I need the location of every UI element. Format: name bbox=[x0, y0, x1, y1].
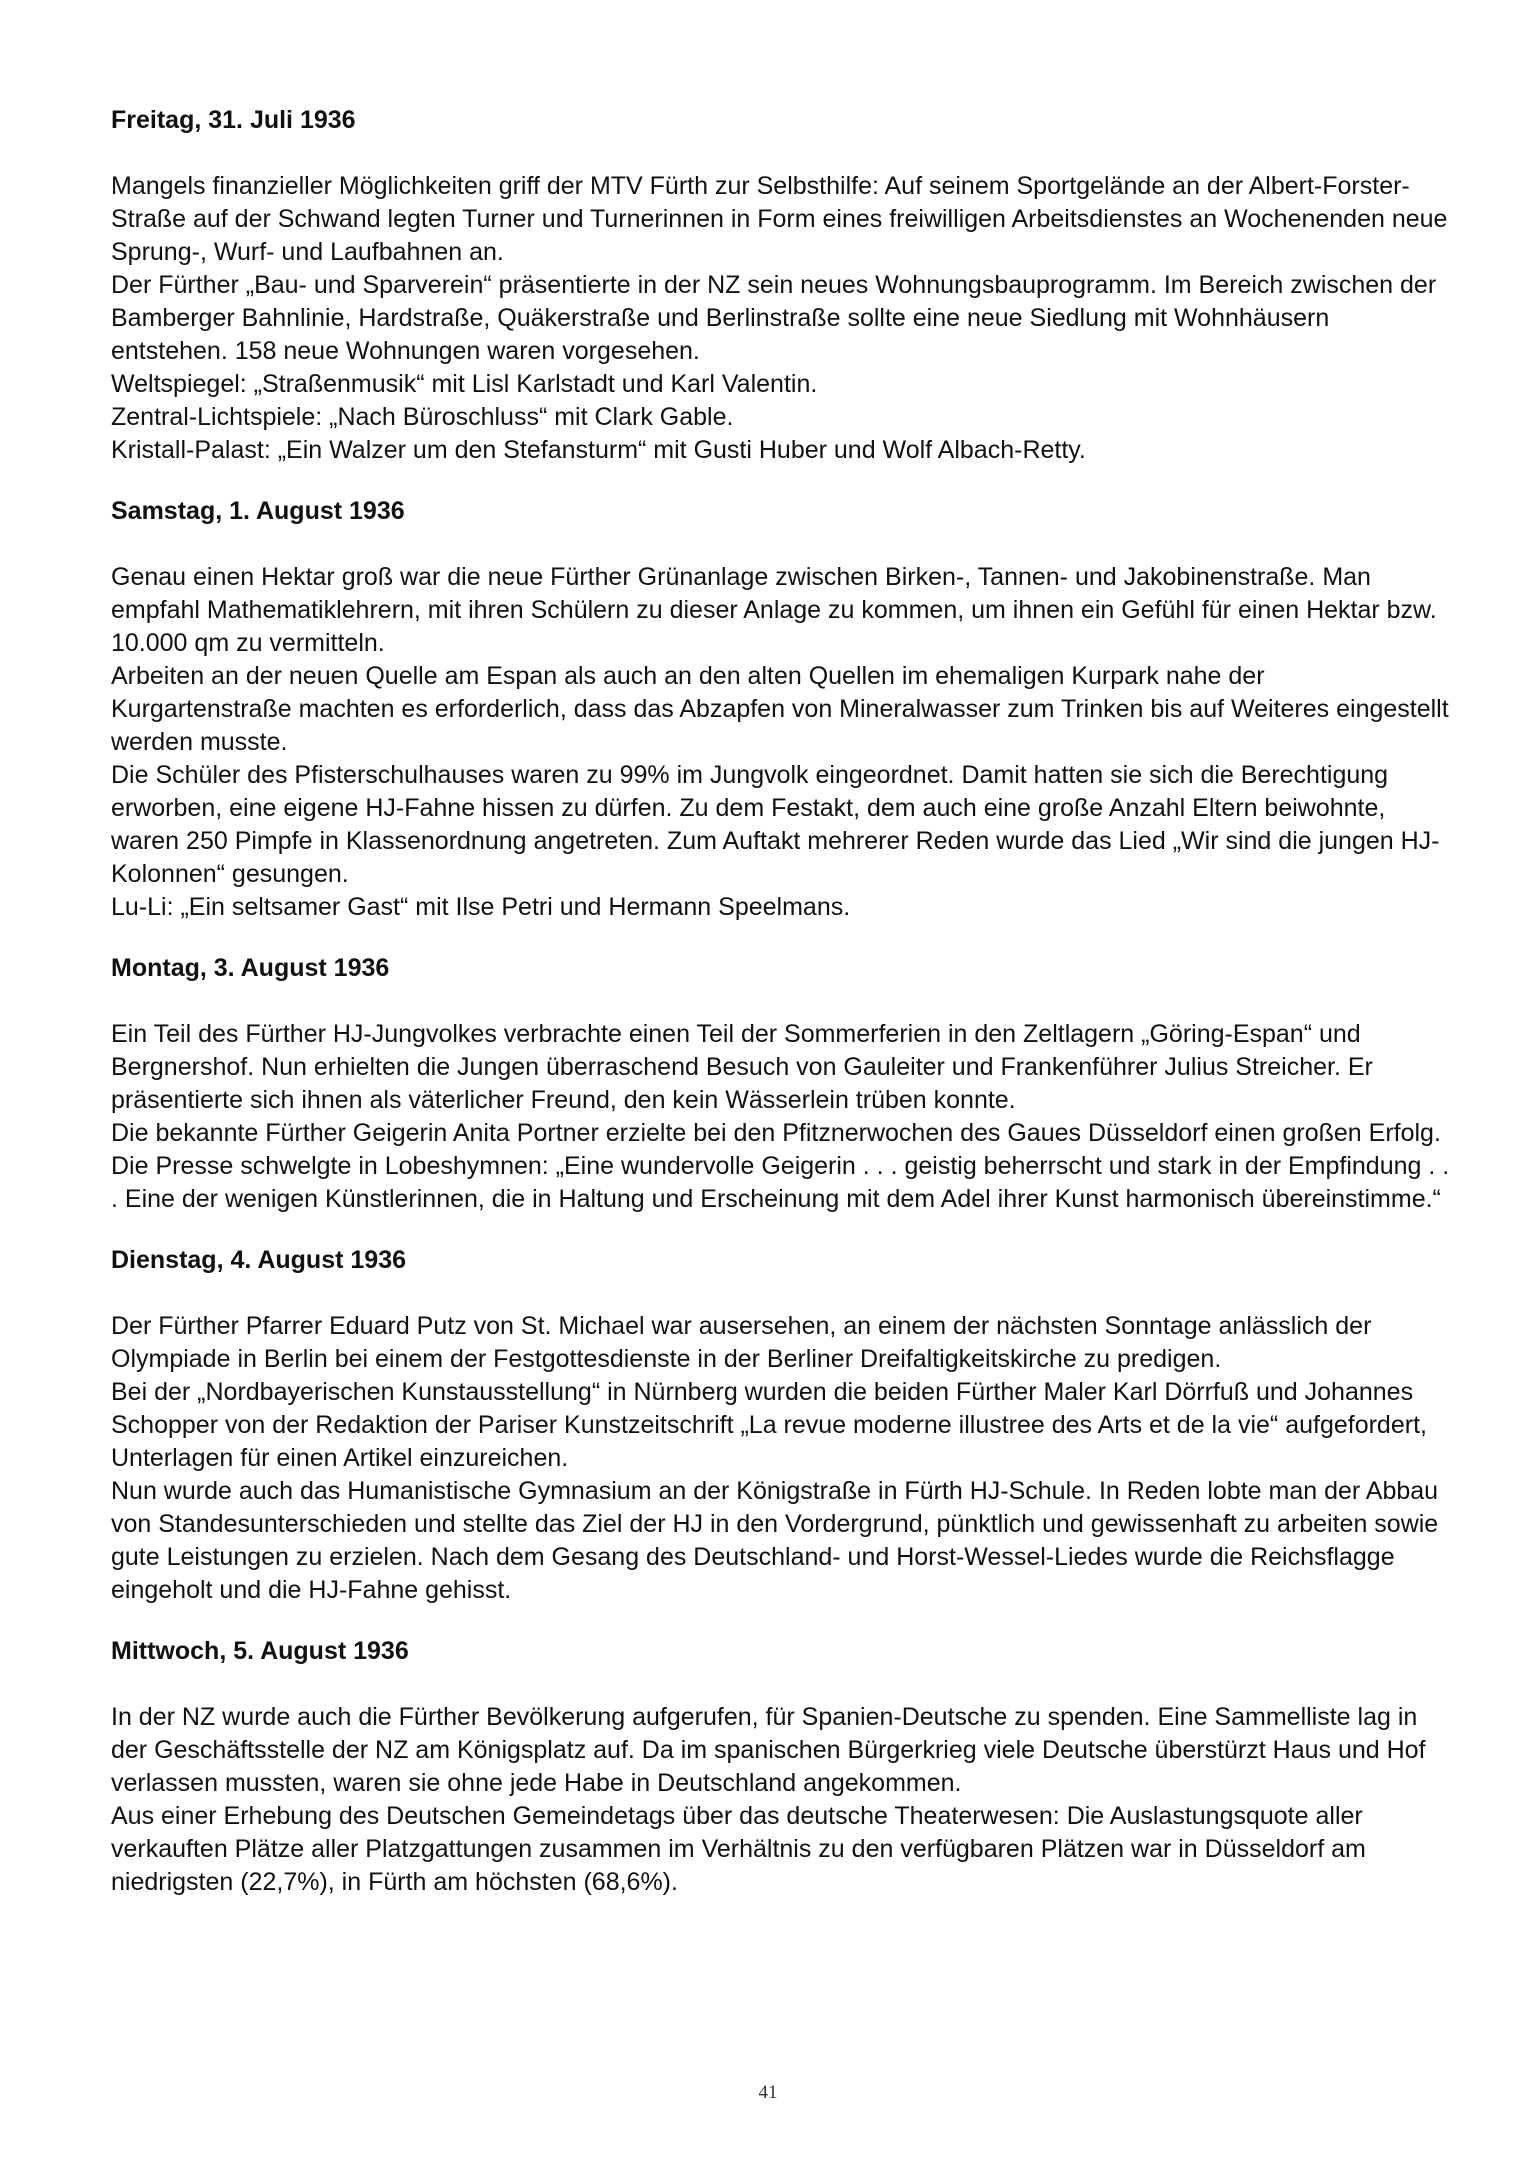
entry-paragraph: Arbeiten an der neuen Quelle am Espan als auch an den alten Quellen im ehemaligen Kurpark nahe der Kurgartenstraße machten es erforderlich, dass das Abzapfen von Mineralwasser zum Trinken bis auf Weiteres eingestellt werden musste. bbox=[111, 662, 1449, 756]
entry-paragraph: Nun wurde auch das Humanistische Gymnasium an der Königstraße in Fürth HJ-Schule. In Reden lobte man der Abbau von Standesunterschieden und stellte das Ziel der HJ in den Vordergrund, pünktlich und gewissenhaft zu arbeiten sowie gute Leistungen zu erzielen. Nach dem Gesang des Deutschland- und Horst-Wessel-Liedes wurde die Reichsflagge eingeholt und die HJ-Fahne gehisst. bbox=[111, 1477, 1439, 1604]
entry-paragraph: Mangels finanzieller Möglichkeiten griff der MTV Fürth zur Selbsthilfe: Auf seinem Sportgelände an der Albert-Forster-Straße auf der Schwand legten Turner und Turnerinnen in Form eines freiwilligen Arbeitsdienstes an Wochenenden neue Sprung-, Wurf- und Laufbahnen an. bbox=[111, 172, 1448, 266]
page-number: 41 bbox=[758, 2082, 778, 2103]
entry-paragraph: In der NZ wurde auch die Fürther Bevölkerung aufgerufen, für Spanien-Deutsche zu spenden. Eine Sammelliste lag in der Geschäftsstelle der NZ am Königsplatz auf. Da im spanischen Bürgerkrieg viele Deutsche überstürzt Haus und Hof verlassen mussten, waren sie ohne jede Habe in Deutschland angekommen. bbox=[111, 1703, 1426, 1797]
entry-paragraph: Die bekannte Fürther Geigerin Anita Portner erzielte bei den Pfitznerwochen des Gaues Düsseldorf einen großen Erfolg. Die Presse schwelgte in Lobeshymnen: „Eine wundervolle Geigerin . . . geistig beherrscht und stark in der Empfindung . . . Eine der wenigen Künstlerinnen, die in Haltung und Erscheinung mit dem Adel ihrer Kunst harmonisch übereinstimme.“ bbox=[111, 1119, 1450, 1213]
entry-date-heading: Freitag, 31. Juli 1936 bbox=[111, 106, 356, 134]
entry-paragraph: Kristall-Palast: „Ein Walzer um den Stefansturm“ mit Gusti Huber und Wolf Albach-Retty. bbox=[111, 436, 1086, 464]
entry-monday-3-august bbox=[111, 952, 1451, 1216]
entry-paragraph: Zentral-Lichtspiele: „Nach Büroschluss“ mit Clark Gable. bbox=[111, 403, 734, 431]
entry-date-heading: Dienstag, 4. August 1936 bbox=[111, 1246, 406, 1274]
entry-date-heading: Montag, 3. August 1936 bbox=[111, 954, 390, 982]
entry-paragraph: Genau einen Hektar groß war die neue Fürther Grünanlage zwischen Birken-, Tannen- und Jakobinenstraße. Man empfahl Mathematiklehrern, mit ihren Schülern zu dieser Anlage zu kommen, um ihnen ein Gefühl für einen Hektar bzw. 10.000 qm zu vermitteln. bbox=[111, 563, 1437, 657]
entry-paragraph: Lu-Li: „Ein seltsamer Gast“ mit Ilse Petri und Hermann Speelmans. bbox=[111, 893, 851, 921]
entry-paragraph: Der Fürther „Bau- und Sparverein“ präsentierte in der NZ sein neues Wohnungsbauprogramm. Im Bereich zwischen der Bamberger Bahnlinie, Hardstraße, Quäkerstraße und Berlinstraße sollte eine neue Siedlung mit Wohnhäusern entstehen. 158 neue Wohnungen waren vorgesehen. bbox=[111, 271, 1437, 365]
entry-tuesday-4-august bbox=[111, 1244, 1451, 1607]
entry-saturday-1-august bbox=[111, 495, 1451, 924]
entry-wednesday-5-august bbox=[111, 1635, 1451, 1899]
entry-date-heading: Mittwoch, 5. August 1936 bbox=[111, 1637, 409, 1665]
entry-paragraph: Bei der „Nordbayerischen Kunstausstellung“ in Nürnberg wurden die beiden Fürther Maler Karl Dörrfuß und Johannes Schopper von der Redaktion der Pariser Kunstzeitschrift „La revue moderne illustree des Arts et de la vie“ aufgefordert, Unterlagen für einen Artikel einzureichen. bbox=[111, 1378, 1427, 1472]
entry-paragraph: Ein Teil des Fürther HJ-Jungvolkes verbrachte einen Teil der Sommerferien in den Zeltlagern „Göring-Espan“ und Bergnershof. Nun erhielten die Jungen überraschend Besuch von Gauleiter und Frankenführer Julius Streicher. Er präsentierte sich ihnen als väterlicher Freund, den kein Wässerlein trüben konnte. bbox=[111, 1020, 1373, 1114]
entry-paragraph: Aus einer Erhebung des Deutschen Gemeindetags über das deutsche Theaterwesen: Die Auslastungsquote aller verkauften Plätze aller Platzgattungen zusammen im Verhältnis zu den verfügbaren Plätzen war in Düsseldorf am niedrigsten (22,7%), in Fürth am höchsten (68,6%). bbox=[111, 1802, 1366, 1896]
entry-paragraph: Weltspiegel: „Straßenmusik“ mit Lisl Karlstadt und Karl Valentin. bbox=[111, 370, 818, 398]
entry-paragraph: Die Schüler des Pfisterschulhauses waren zu 99% im Jungvolk eingeordnet. Damit hatten sie sich die Berechtigung erworben, eine eigene HJ-Fahne hissen zu dürfen. Zu dem Festakt, dem auch eine große Anzahl Eltern beiwohnte, waren 250 Pimpfe in Klassenordnung angetreten. Zum Auftakt mehrerer Reden wurde das Lied „Wir sind die jungen HJ-Kolonnen“ gesungen. bbox=[111, 761, 1440, 888]
entry-paragraph: Der Fürther Pfarrer Eduard Putz von St. Michael war ausersehen, an einem der nächsten Sonntage anlässlich der Olympiade in Berlin bei einem der Festgottesdienste in der Berliner Dreifaltigkeitskirche zu predigen. bbox=[111, 1312, 1372, 1373]
document-page bbox=[111, 104, 1451, 1927]
entry-date-heading: Samstag, 1. August 1936 bbox=[111, 497, 405, 525]
entry-friday-31-july bbox=[111, 104, 1451, 467]
